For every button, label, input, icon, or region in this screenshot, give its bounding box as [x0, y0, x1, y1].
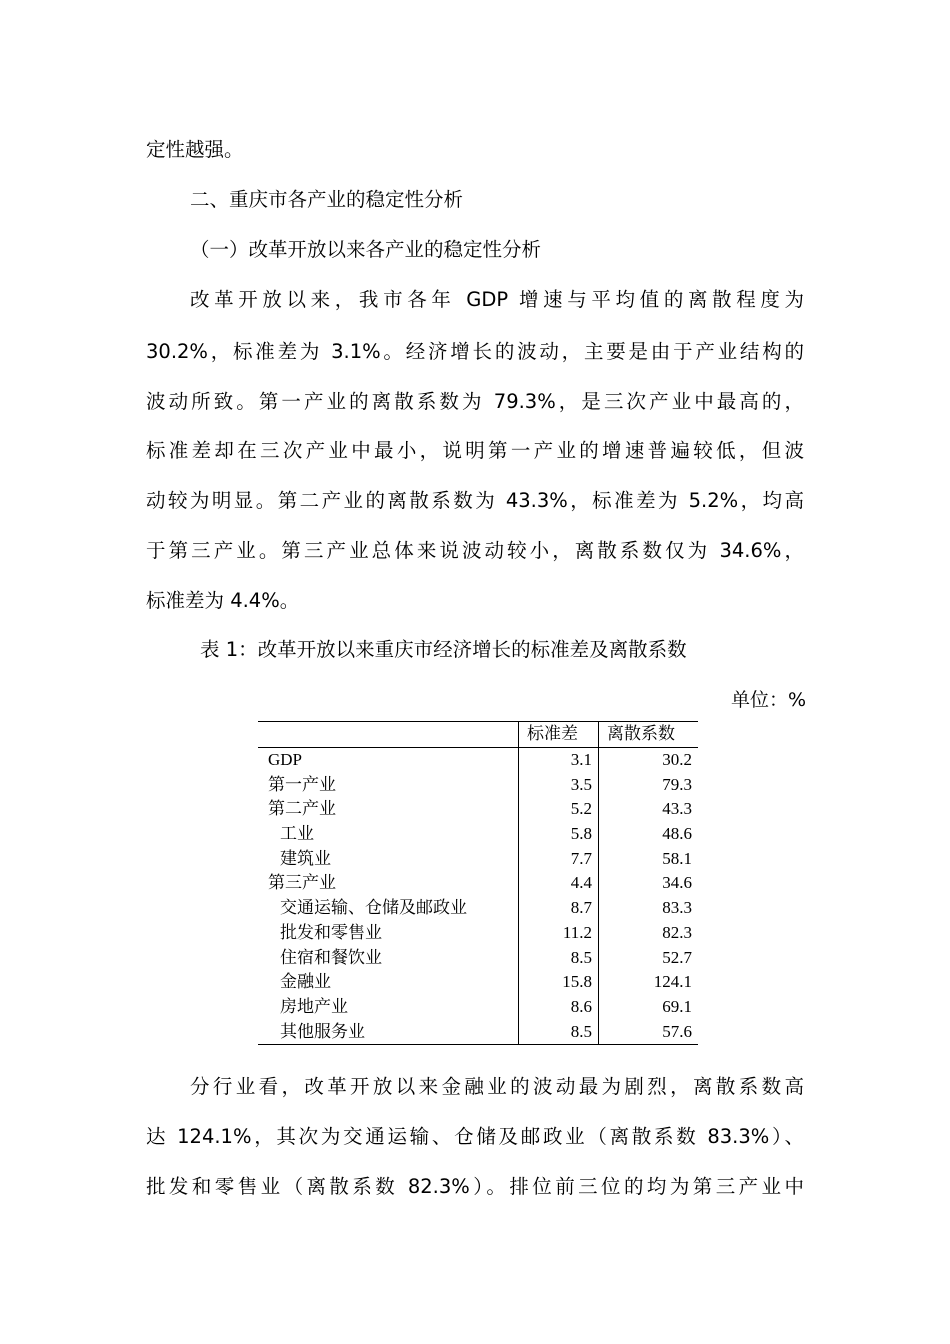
std-value: 15.8 [519, 970, 599, 995]
std-value: 7.7 [519, 846, 599, 871]
table-row [258, 970, 698, 995]
table-caption: 表 1：改革开放以来重庆市经济增长的标准差及离散系数 [200, 638, 687, 661]
table-header-row [258, 722, 698, 748]
section-heading: 二、重庆市各产业的稳定性分析 [190, 188, 464, 211]
cv-value: 58.1 [662, 848, 692, 868]
cv-value: 43.3 [662, 799, 692, 819]
cv-value: 30.2 [662, 750, 692, 770]
row-label: 房地产业 [258, 995, 519, 1020]
paragraph-line: 分行业看，改革开放以来金融业的波动最为剧烈，离散系数高 [190, 1075, 804, 1098]
table-row [258, 1019, 698, 1044]
paragraph-line: 批发和零售业（离散系数 82.3%）。排位前三位的均为第三产业中 [146, 1175, 804, 1198]
paragraph-line: 于第三产业。第三产业总体来说波动较小，离散系数仅为 34.6%， [146, 539, 804, 562]
table-row [258, 871, 698, 896]
std-value: 5.8 [519, 822, 599, 847]
cv-value: 124.1 [653, 972, 692, 992]
table-unit: 单位：% [730, 689, 806, 711]
cv-value: 48.6 [662, 824, 692, 844]
std-value: 11.2 [519, 921, 599, 946]
std-value: 8.5 [519, 945, 599, 970]
paragraph-line: 达 124.1%，其次为交通运输、仓储及邮政业（离散系数 83.3%）、 [146, 1125, 804, 1148]
table-header-cell: 标准差 [519, 722, 599, 748]
cv-value: 83.3 [662, 898, 692, 918]
row-label: 第一产业 [258, 772, 519, 797]
cv-value: 52.7 [662, 947, 692, 967]
row-label: 建筑业 [258, 846, 519, 871]
std-value: 8.5 [519, 1019, 599, 1044]
table-row [258, 945, 698, 970]
paragraph-line: 定性越强。 [146, 138, 244, 161]
paragraph-line: 标准差为 4.4%。 [146, 589, 300, 612]
table-row [258, 921, 698, 946]
table-row [258, 846, 698, 871]
table-header-cell: 离散系数 [599, 722, 699, 748]
std-value: 4.4 [519, 871, 599, 896]
cv-value: 57.6 [599, 1019, 699, 1044]
cv-value: 69.1 [662, 996, 692, 1016]
std-value: 3.1 [519, 747, 599, 772]
paragraph-line: 30.2%，标准差为 3.1%。经济增长的波动，主要是由于产业结构的 [146, 340, 804, 363]
row-label: 金融业 [258, 970, 519, 995]
table-header-cell [258, 722, 519, 748]
table-row [258, 822, 698, 847]
paragraph-line: 动较为明显。第二产业的离散系数为 43.3%，标准差为 5.2%，均高 [146, 489, 804, 512]
row-label: 第二产业 [258, 797, 519, 822]
row-label: 其他服务业 [258, 1019, 519, 1044]
std-value: 3.5 [519, 772, 599, 797]
subsection-heading: （一）改革开放以来各产业的稳定性分析 [190, 238, 542, 261]
paragraph-line: 改革开放以来，我市各年 GDP 增速与平均值的离散程度为 [190, 288, 804, 311]
cv-value: 34.6 [662, 873, 692, 893]
cv-value: 82.3 [662, 922, 692, 942]
std-value: 8.7 [519, 896, 599, 921]
table-row [258, 896, 698, 921]
paragraph-line: 标准差却在三次产业中最小，说明第一产业的增速普遍较低，但波 [146, 439, 804, 462]
row-label: 住宿和餐饮业 [258, 945, 519, 970]
table-row [258, 797, 698, 822]
data-table [258, 721, 698, 1045]
row-label: 工业 [258, 822, 519, 847]
cv-value: 79.3 [662, 774, 692, 794]
paragraph-line: 波动所致。第一产业的离散系数为 79.3%，是三次产业中最高的， [146, 390, 804, 413]
table-row [258, 747, 698, 772]
table-row [258, 995, 698, 1020]
row-label: 交通运输、仓储及邮政业 [258, 896, 519, 921]
std-value: 8.6 [519, 995, 599, 1020]
std-value: 5.2 [519, 797, 599, 822]
row-label: GDP [258, 747, 519, 772]
row-label: 批发和零售业 [258, 921, 519, 946]
table-row [258, 772, 698, 797]
row-label: 第三产业 [258, 871, 519, 896]
